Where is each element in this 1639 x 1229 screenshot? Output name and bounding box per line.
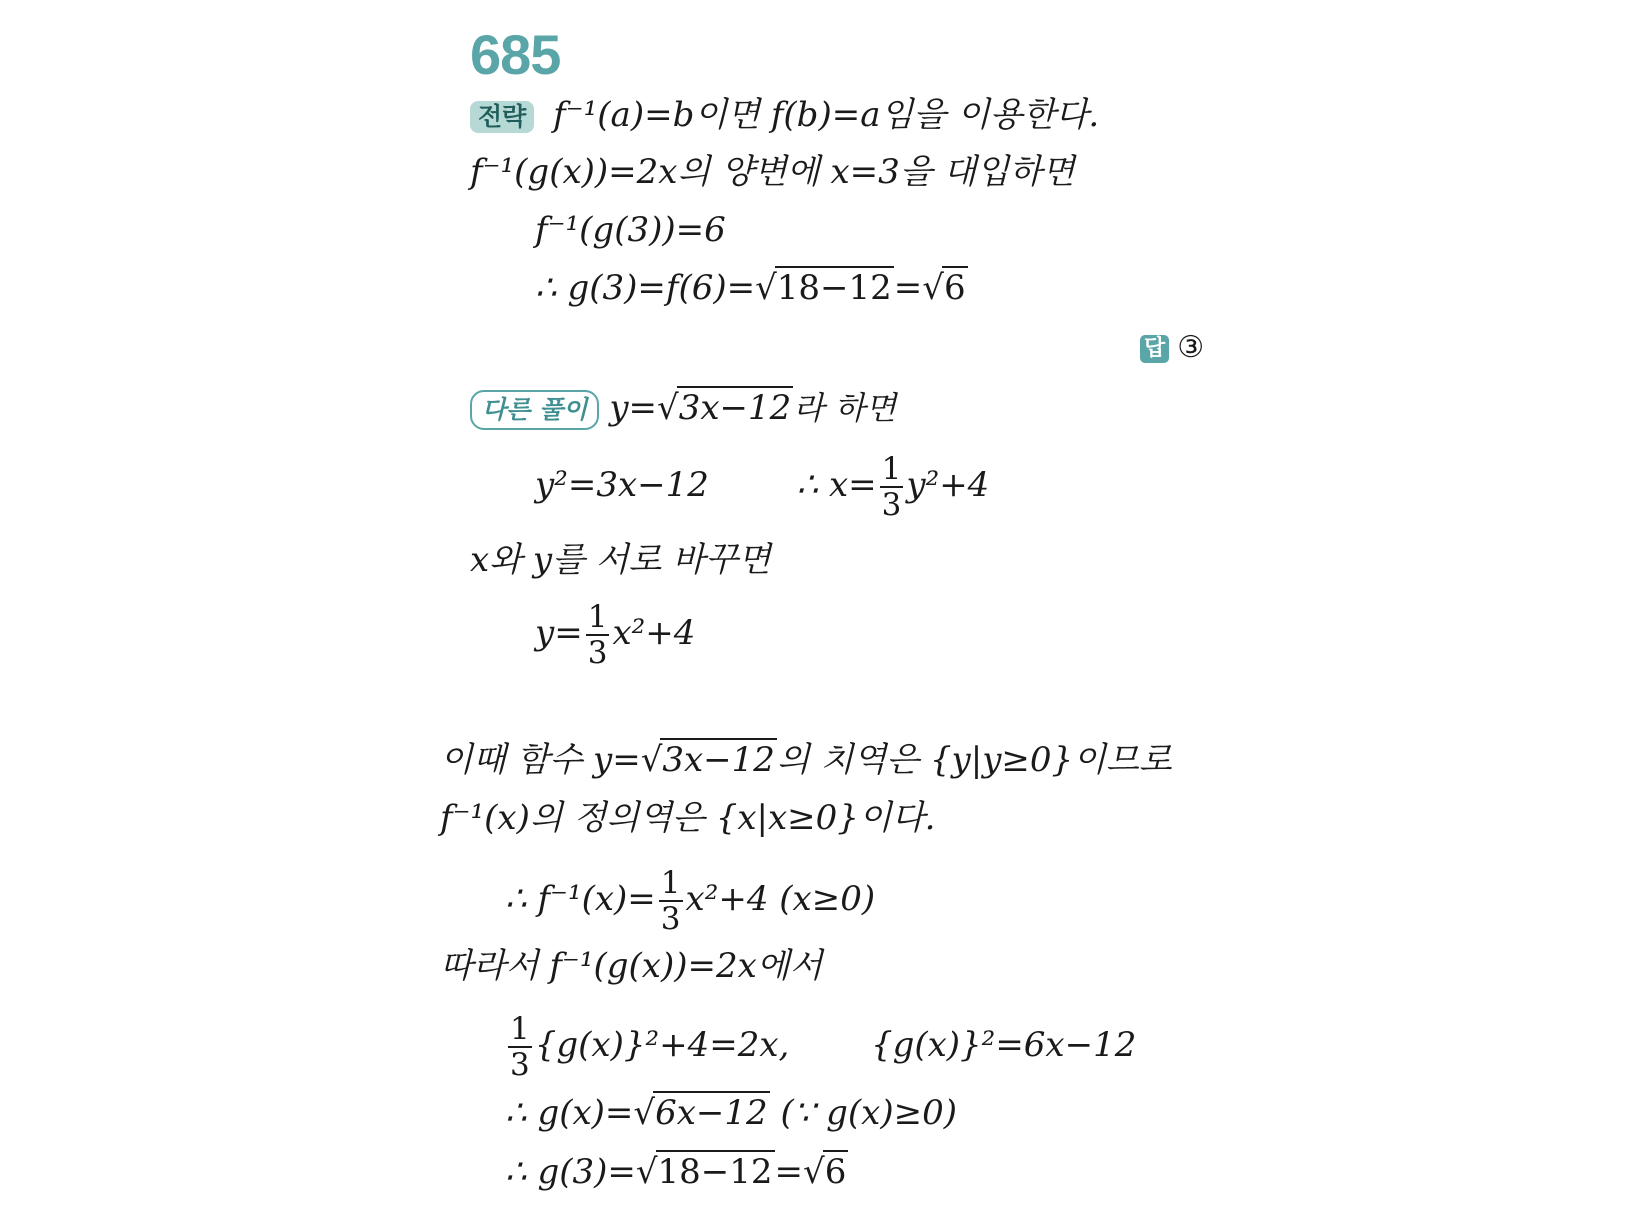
fraction: $\frac{1}{3}$ [510, 1011, 530, 1083]
cont-line-7: ∴ g(3)=√18−12=√6 [505, 1152, 847, 1192]
cont-line-5: $\frac{1}{3}$ {g(x)}²+4=2x, {g(x)}²=6x−12 [510, 1011, 1137, 1083]
strategy-text: f⁻¹(a)=b이면 f(b)=a임을 이용한다. [553, 95, 1100, 135]
cont-line-2: f⁻¹(x)의 정의역은 {x|x≥0}이다. [440, 798, 936, 838]
sqrt-expression: 18−12 [657, 1152, 773, 1192]
solution-line-3: ∴ g(3)=f(6)=√18−12=√6 [535, 268, 966, 308]
alt-line-3: x와 y를 서로 바꾸면 [470, 540, 771, 580]
cont-line-3: ∴ f⁻¹(x)= $\frac{1}{3}$ x²+4 (x≥0) [505, 865, 876, 937]
strategy-badge: 전략 [470, 101, 534, 133]
fraction: $\frac{1}{3}$ [881, 451, 902, 523]
problem-number: 685 [470, 23, 561, 86]
sqrt-expression: 6 [824, 1152, 847, 1192]
alt-line-1: 다른 풀이 y=√3x−12라 하면 [470, 388, 896, 430]
cont-line-1: 이때 함수 y=√3x−12의 치역은 {y|y≥0}이므로 [440, 740, 1172, 780]
sqrt-expression: 18−12 [776, 268, 892, 308]
strategy-line [470, 95, 1099, 135]
answer-value: ③ [1177, 330, 1205, 365]
answer [1140, 330, 1204, 365]
alternative-badge: 다른 풀이 [470, 390, 599, 430]
solution-line-1: f⁻¹(g(x))=2x의 양변에 x=3을 대입하면 [470, 152, 1075, 192]
sqrt-expression: 6 [943, 268, 966, 308]
sqrt-expression: 6x−12 [655, 1093, 768, 1133]
cont-line-6: ∴ g(x)=√6x−12 (∵ g(x)≥0) [505, 1093, 958, 1133]
cont-line-4: 따라서 f⁻¹(g(x))=2x에서 [440, 946, 823, 986]
answer-badge: 답 [1140, 335, 1169, 363]
sqrt-expression: 3x−12 [662, 740, 775, 780]
fraction: $\frac{1}{3}$ [587, 599, 608, 671]
alt-line-2: y²=3x−12 ∴ x= $\frac{1}{3}$ y²+4 [535, 451, 990, 523]
sqrt-expression: 3x−12 [678, 388, 792, 428]
fraction: $\frac{1}{3}$ [660, 865, 681, 937]
alt-line-4: y= $\frac{1}{3}$ x²+4 [535, 599, 696, 671]
solution-line-2: f⁻¹(g(3))=6 [535, 210, 726, 250]
